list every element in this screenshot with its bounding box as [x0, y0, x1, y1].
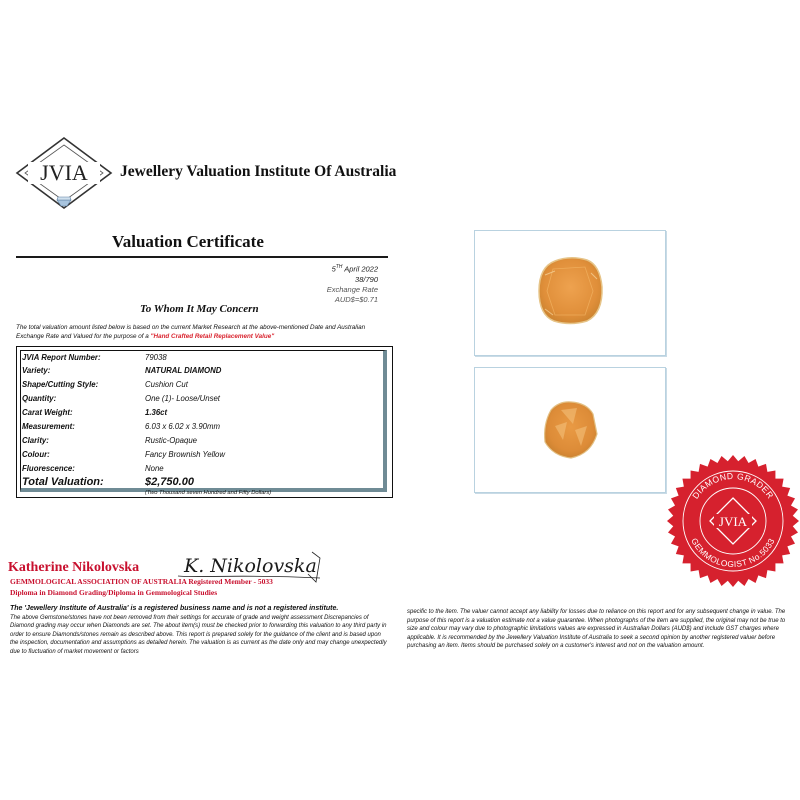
- disclaimer-heading: The 'Jewellery Institute of Australia' is a registered business name and is not a registered institute.: [10, 605, 339, 612]
- diploma-credentials: Diploma in Diamond Grading/Diploma in Gemmological Studies: [10, 588, 218, 597]
- disclaimer-body-right: specific to the item. The valuer cannot accept any liability for losses due to reliance on this report and for any subsequent change in value. The purpose of this report is a valuation estimate not a value guarantee. When photographs of the item are supplied, the original may not be true to size and colour may vary due to photographic limitations values are expressed in Australian Dollars (AUD$) and include GST charges where applicable. It is recommended by the Jewellery Valuation Institute of Australia to seek a second opinion by another registered valuer before purchasing an item. Items should be purchased solely on a customer's interest and not on the valuation amount.: [407, 609, 786, 650]
- svg-text:JVIA: JVIA: [718, 514, 748, 529]
- exchange-rate-value: AUD$=$0.71: [334, 294, 378, 304]
- stone-photo-side-view: [474, 367, 666, 493]
- logo-text: JVIA: [40, 160, 88, 185]
- salutation: To Whom It May Concern: [140, 303, 259, 315]
- disclaimer-left: [10, 605, 390, 657]
- jvia-logo: [14, 135, 114, 215]
- signer-name: Katherine Nikolovska: [8, 560, 140, 575]
- stone-photo-top-view: [474, 230, 666, 356]
- svg-text:DIAMOND GRADER: DIAMOND GRADER: [690, 470, 776, 501]
- issue-date: 5TH April 2022: [331, 264, 378, 274]
- gemmologist-seal: [664, 452, 800, 590]
- svg-text:GEMMOLOGIST No.5033: GEMMOLOGIST No.5033: [689, 536, 777, 570]
- institute-name: Jewellery Valuation Institute Of Australia: [120, 163, 397, 180]
- certificate-title: Valuation Certificate: [112, 232, 264, 251]
- total-in-words: (Two Thousand seven Hundred and Fifty Dollars): [145, 490, 272, 496]
- disclaimer-body-left: The above Gemstone/stones have not been removed from their settings for accurate of grade and weight assessment Discrepancies of Diamond grading may occur when Diamonds are set. The about item(s) must be checked prior to forwarding this valuation to any third party in order to ensure Diamonds/stones remain as described above. This report is prepared solely for the guidance of the client and is based upon the inspection, documentation and assumptions as detailed herein. The valuation is as current as the date only and may change unexpectedly due to fluctuation of market movement or factors: [10, 614, 387, 655]
- exchange-rate-label: Exchange Rate: [326, 284, 378, 294]
- valuation-purpose: "Hand Crafted Retail Replacement Value": [150, 333, 275, 340]
- intro-paragraph: The total valuation amount listed below is based on the current Market Research at the above-mentioned Date and Australian Exchange Rate and Valued for the purpose of a "Hand Crafted Retail Replacement Value": [16, 324, 366, 340]
- svg-text:K. Nikolovska: K. Nikolovska: [184, 555, 317, 577]
- association-membership: GEMMOLOGICAL ASSOCIATION OF AUSTRALIA Registered Member - 5033: [10, 577, 273, 586]
- reference-number: 38/790: [355, 274, 378, 284]
- title-divider: [16, 256, 388, 258]
- date-block: [250, 262, 378, 305]
